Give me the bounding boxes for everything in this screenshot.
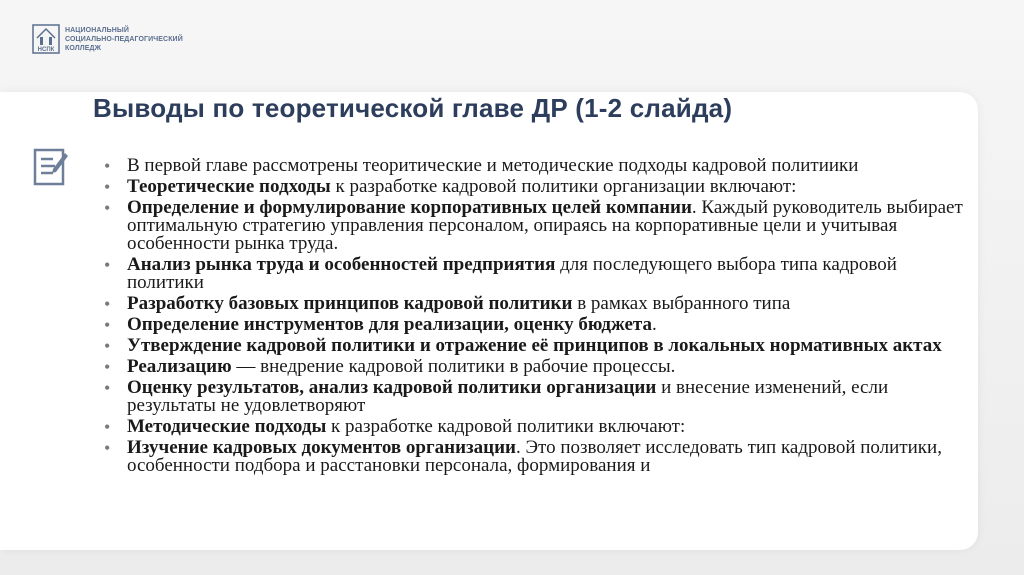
bullet-bold-text: Оценку результатов, анализ кадровой политики организации <box>127 377 657 398</box>
emblem-text: НСПК <box>37 47 55 53</box>
college-name-line1: НАЦИОНАЛЬНЫЙ <box>65 26 129 34</box>
bullet-marker: • <box>104 315 111 335</box>
bullet-item <box>104 379 964 415</box>
bullet-text: . Каждый руководитель выбирает оптимальную стратегию управления персоналом, опираясь на корпоративные цели и учитывая особенности рынка труда. <box>127 197 963 254</box>
bullet-marker: • <box>104 357 111 377</box>
bullet-marker: • <box>104 294 111 314</box>
bullet-marker: • <box>104 378 111 398</box>
bullet-item <box>104 337 964 355</box>
bullet-text: к разработке кадровой политики организации включают: <box>330 176 797 197</box>
college-name-line2: СОЦИАЛЬНО-ПЕДАГОГИЧЕСКИЙ <box>65 35 183 43</box>
bullet-item <box>104 295 964 313</box>
bullet-item <box>104 316 964 334</box>
bullet-item <box>104 157 964 175</box>
bullet-bold-text: Определение инструментов для реализации, оценку бюджета <box>127 314 652 335</box>
college-name <box>65 26 183 53</box>
bullet-bold-text: Анализ рынка труда и особенностей предприятия <box>127 254 556 275</box>
bullet-bold-text: Теоретические подходы <box>127 176 331 197</box>
bullet-item <box>104 439 964 475</box>
bullet-text: и внесение изменений, если результаты не удовлетворяют <box>127 377 889 416</box>
bullet-bold-text: Разработку базовых принципов кадровой политики <box>127 293 573 314</box>
bullet-bold-text: Реализацию <box>127 356 232 377</box>
bullet-item <box>104 358 964 376</box>
college-name-line3: КОЛЛЕДЖ <box>65 44 102 52</box>
bullet-item <box>104 199 964 253</box>
college-emblem-icon <box>32 24 60 54</box>
bullet-text: к разработке кадровой политики включают: <box>326 416 686 437</box>
bullet-bold-text: Определение и формулирование корпоративных целей компании <box>127 197 692 218</box>
college-logo <box>32 24 183 54</box>
bullet-text: — внедрение кадровой политики в рабочие процессы. <box>231 356 676 377</box>
bullet-list <box>104 157 964 478</box>
bullet-item <box>104 418 964 436</box>
bullet-marker: • <box>104 336 111 356</box>
bullet-bold-text: Изучение кадровых документов организации <box>127 437 516 458</box>
slide-title: Выводы по теоретической главе ДР (1-2 слайда) <box>93 93 733 123</box>
bullet-marker: • <box>104 198 111 218</box>
bullet-marker: • <box>104 255 111 275</box>
bullet-marker: • <box>104 438 111 458</box>
bullet-marker: • <box>104 417 111 437</box>
bullet-marker: • <box>104 156 111 176</box>
bullet-item <box>104 178 964 196</box>
bullet-bold-text: Утверждение кадровой политики и отражение её принципов в локальных нормативных актах <box>127 335 942 356</box>
bullet-text: для последующего выбора типа кадровой политики <box>127 254 897 293</box>
bullet-bold-text: Методические подходы <box>127 416 327 437</box>
document-edit-icon <box>33 147 69 187</box>
bullet-text: . <box>651 314 657 335</box>
bullet-text: . Это позволяет исследовать тип кадровой политики, особенности подбора и расстановки персонала, формирования и <box>127 437 942 476</box>
bullet-text: В первой главе рассмотрены теоритические и методические подходы кадровой политиики <box>127 155 859 176</box>
bullet-marker: • <box>104 177 111 197</box>
bullet-item <box>104 256 964 292</box>
bullet-text: в рамках выбранного типа <box>572 293 791 314</box>
